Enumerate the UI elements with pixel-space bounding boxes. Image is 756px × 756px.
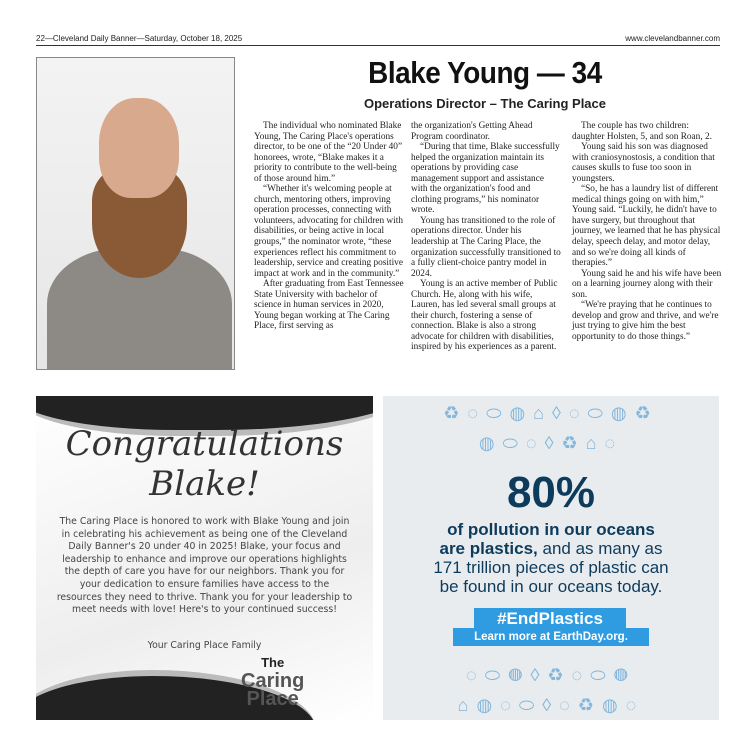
- paragraph: “During that time, Blake successfully helped the organization maintain its operations by providing case management support and assistance with the organization's food and clothing programs,” his nominator wrote.: [411, 142, 560, 216]
- ad-body: The Caring Place is honored to work with Blake Young and join in celebrating his achievement as being one of the Cleveland Daily Banner's 20 under 40 in 2025! Blake, your focus and leadership to enhance and improve our operations highlights the depth of care you have for our neighbors. Thank you for your dedication to ensure families have access to the resources they need to thrive. Thank you for your leadership to meet needs with love! Here's to your continued success!: [56, 516, 353, 616]
- paragraph: “So, he has a laundry list of different medical things going on with him,” Young said. “Luckily, he didn't have to have surgery, but throughout that journey, we learned that he has physical delay, speech delay, and motor delay, and so we're doing all kinds of therapies.”: [572, 184, 721, 269]
- article-subtitle: Operations Director – The Caring Place: [363, 96, 607, 111]
- paragraph: The individual who nominated Blake Young, The Caring Place's operations director, to be one of the “20 Under 40” honorees, wrote, “Blake makes it a priority to contribute to the well-being of those around him.”: [254, 121, 403, 184]
- paragraph: The couple has two children: daughter Holsten, 5, and son Roan, 2.: [572, 121, 712, 142]
- folio: 22—Cleveland Daily Banner—Saturday, October 18, 2025: [36, 34, 243, 43]
- article-column-2: [411, 121, 561, 353]
- paragraph: Young said his son was diagnosed with craniosynostosis, a condition that causes skulls to fuse too soon in youngsters.: [572, 142, 715, 184]
- caring-place-logo: The Caring Place: [241, 655, 305, 710]
- hashtag-banner: #EndPlastics: [474, 608, 626, 630]
- portrait-photo: [36, 57, 235, 370]
- paragraph: “Whether it's welcoming people at church, mentoring others, improving operation processes, connecting with volunteers, advocating for children with disabilities, or being active in local groups,” the nominator wrote, “these experiences reflect his commitment to leadership, service and creating positive impact at work and in the community.”: [254, 184, 403, 279]
- plastic-debris-illustration: ♻◌⬭◍⌂◊◌⬭◍♻ ◍⬭◌◊♻⌂◌: [443, 403, 659, 453]
- paragraph: Young is an active member of Public Church. He, along with his wife, Lauren, has led several small groups at their church, fostering a sense of connection. Blake is also a strong advocate for children with disabilities, inspired by his experiences as a parent.: [411, 279, 558, 353]
- article-column-3: [572, 121, 722, 342]
- ad-signature: Your Caring Place Family: [147, 640, 262, 651]
- earth-day-ad: [383, 396, 719, 720]
- paragraph: After graduating from East Tennessee State University with bachelor of science in human services in 2020, Young began working at The Caring Place, first serving as: [254, 279, 404, 332]
- paragraph: “We're praying that he continues to develop and grow and thrive, and we're just trying to give him the best opportunity to do those things.”: [572, 300, 719, 342]
- article-column-1: [254, 121, 404, 332]
- paragraph: Young said he and his wife have been on a learning journey along with their son.: [572, 268, 722, 300]
- statistic-text: of pollution in our oceans are plastics, and as many as 171 trillion pieces of plastic can be found in our oceans today.: [433, 520, 669, 596]
- paragraph: the organization's Getting Ahead Program coordinator.: [411, 121, 533, 142]
- statistic-percent: 80%: [506, 468, 596, 517]
- article-title: Blake Young — 34: [368, 55, 602, 90]
- page-header: [36, 34, 720, 46]
- ad-heading: Congratulations Blake!: [65, 424, 344, 504]
- plastic-debris-illustration: ◌⬭◍◊♻◌⬭◍ ⌂◍◌⬭◊◌♻◍◌: [457, 665, 645, 715]
- learn-more-link[interactable]: Learn more at EarthDay.org.: [453, 628, 649, 646]
- website: www.clevelandbanner.com: [625, 34, 720, 43]
- paragraph: Young has transitioned to the role of operations director. Under his leadership at The Caring Place, the organization successfully transitioned to a fully client-choice pantry model in 2024.: [411, 215, 561, 279]
- congratulations-ad: [36, 396, 373, 720]
